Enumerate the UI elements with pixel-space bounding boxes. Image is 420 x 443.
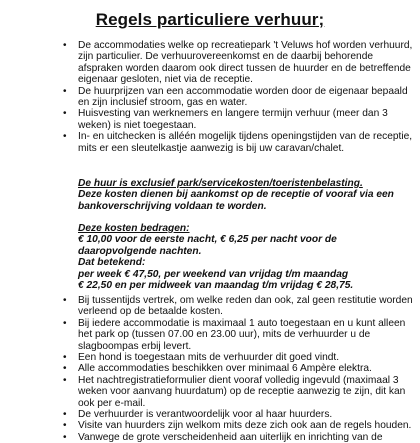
cost-line: € 10,00 voor de eerste nacht, € 6,25 per nacht voor de bbox=[78, 234, 337, 246]
bullet-icon: • bbox=[63, 363, 67, 375]
bullet-icon: • bbox=[63, 352, 67, 364]
bullet-icon: • bbox=[63, 40, 67, 51]
list-item: • Visite van huurders zijn welkom mits deze zich ook aan de regels houden. bbox=[63, 420, 412, 432]
bullet-icon: • bbox=[63, 131, 67, 143]
fee-notice-line: De huur is exclusief park/servicekosten/toeristenbelasting. bbox=[78, 178, 363, 189]
cost-heading: Deze kosten bedragen: bbox=[78, 223, 190, 234]
bullet-icon: • bbox=[63, 374, 67, 386]
cost-block bbox=[78, 223, 418, 291]
list-item: • De verhuurder is verantwoordelijk voor al haar huurders. bbox=[63, 409, 333, 421]
bullet-icon: • bbox=[63, 420, 67, 432]
list-item: • Een hond is toegestaan mits de verhuurder dit goed vindt. bbox=[63, 352, 340, 364]
list-item: • De huurprijzen van een accommodatie worden door de eigenaar bepaald en zijn inclusief stroom, gas en water. bbox=[63, 85, 408, 109]
fee-notice-line: Deze kosten dienen bij aankomst op de receptie of vooraf via een bbox=[78, 189, 394, 201]
bullet-icon: • bbox=[63, 295, 67, 306]
list-item: • Bij iedere accommodatie is maximaal 1 auto toegestaan en u kunt alleen het park op (tussen 07.00 en 23.00 uur), mits de verhuurder u de slagboompas erbij levert. bbox=[63, 317, 406, 352]
cost-line: daaropvolgende nachten. bbox=[78, 245, 202, 257]
page-title: Regels particuliere verhuur; bbox=[95, 10, 325, 29]
bullet-icon: • bbox=[63, 85, 67, 97]
bullet-icon: • bbox=[63, 431, 67, 443]
bullet-icon: • bbox=[63, 108, 67, 120]
list-item: • Alle accommodaties beschikken over minimaal 6 Ampère elektra. bbox=[63, 363, 372, 375]
list-item: • De accommodaties welke op recreatiepark 't Veluws hof worden verhuurd, zijn particulier. De verhuurovereenkomst en de daarbij behorende afspraken worden daarom ook direct tussen de huurder en de betreffende eigenaar gesloten, niet via de receptie. bbox=[63, 40, 413, 86]
cost-line: per week € 47,50, per weekend van vrijdag t/m maandag bbox=[78, 268, 349, 280]
cost-line: € 22,50 en per midweek van maandag t/m vrijdag € 28,75. bbox=[78, 280, 354, 292]
fee-notice-line: bankoverschrijving voldaan te worden. bbox=[78, 200, 267, 212]
list-item: • In- en uitchecken is alléén mogelijk tijdens openingstijden van de receptie, mits er een sleutelkastje aanwezig is bij uw caravan/chalet. bbox=[63, 131, 413, 154]
fee-notice bbox=[78, 178, 418, 212]
rules-list-bottom bbox=[0, 295, 420, 443]
rules-list-top bbox=[0, 40, 420, 154]
list-item: • Bij tussentijds vertrek, om welke reden dan ook, zal geen restitutie worden verleend op de betaalde kosten. bbox=[63, 295, 413, 318]
list-item: • Vanwege de grote verscheidenheid aan uiterlijk en inrichting van de bbox=[63, 431, 383, 443]
bullet-icon: • bbox=[63, 409, 67, 421]
cost-line: Dat betekend: bbox=[78, 257, 146, 269]
list-item: • Het nachtregistratieformulier dient vooraf volledig ingevuld (maximaal 3 weken voor aanvang huurdatum) op de receptie aanwezig te zijn, dit kan ook per e-mail. bbox=[63, 374, 406, 409]
list-item: • Huisvesting van werknemers en langere termijn verhuur (meer dan 3 weken) is niet toegestaan. bbox=[63, 108, 388, 131]
bullet-icon: • bbox=[63, 317, 67, 329]
